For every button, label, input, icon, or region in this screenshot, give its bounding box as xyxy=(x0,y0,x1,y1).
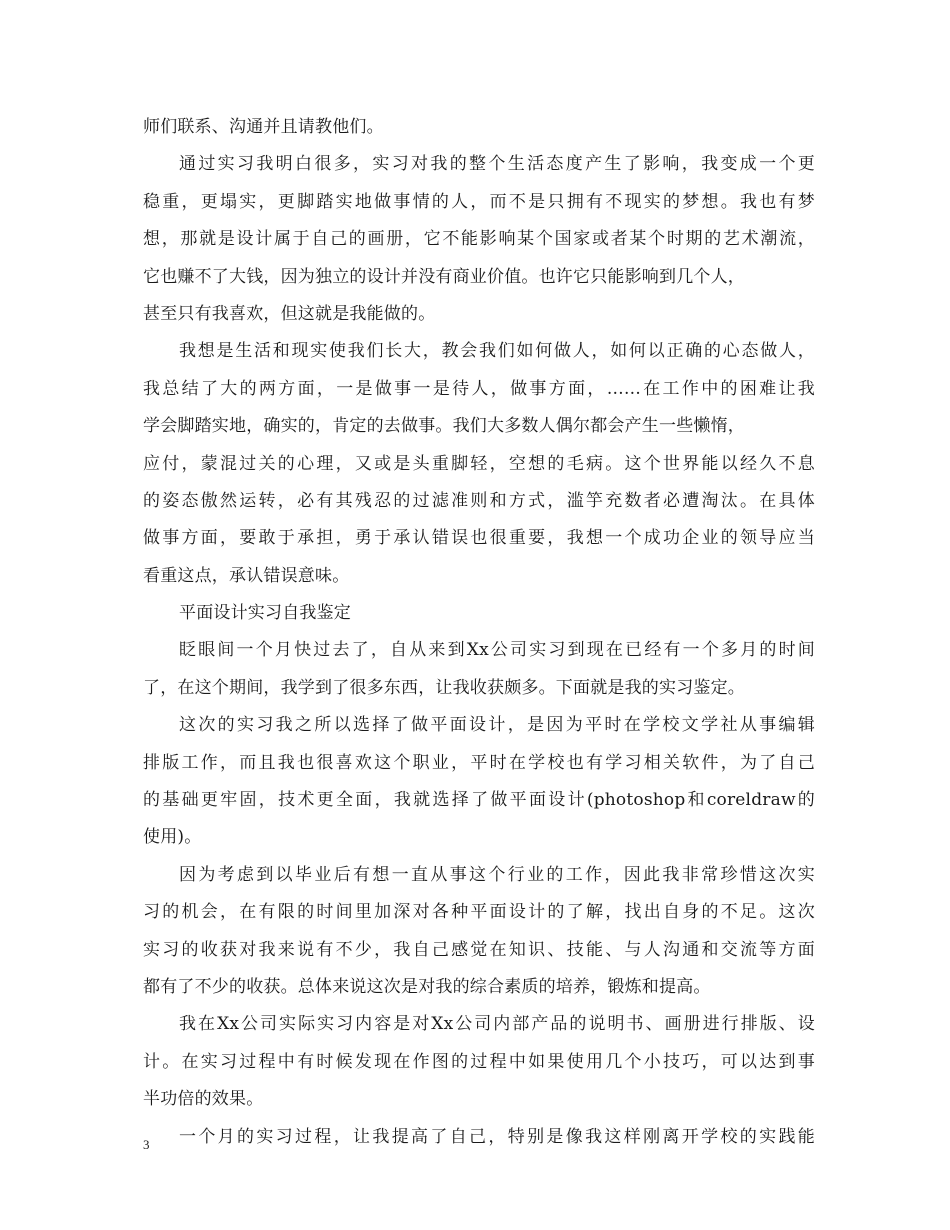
text-line: 计。在实习过程中有时候发现在作图的过程中如果使用几个小技巧，可以达到事 xyxy=(143,1051,815,1072)
text-line: 平面设计实习自我鉴定 xyxy=(179,603,351,624)
text-line: 师们联系、沟通并且请教他们。 xyxy=(143,117,384,137)
text-line: 看重这点，承认错误意味。 xyxy=(143,565,350,586)
page-number: 3 xyxy=(143,1137,150,1152)
text-line: 的姿态傲然运转，必有其残忍的过滤准则和方式，滥竽充数者必遭淘汰。在具体 xyxy=(143,490,815,511)
text-line: 我想是生活和现实使我们长大，教会我们如何做人，如何以正确的心态做人， xyxy=(179,341,815,362)
text-line: 应付，蒙混过关的心理，又或是头重脚轻，空想的毛病。这个世界能以经久不息 xyxy=(143,453,815,474)
text-line: 稳重，更塌实，更脚踏实地做事情的人，而不是只拥有不现实的梦想。我也有梦 xyxy=(143,191,815,212)
text-line: 我在Xx公司实际实习内容是对Xx公司内部产品的说明书、画册进行排版、设 xyxy=(179,1014,815,1035)
text-line: 排版工作，而且我也很喜欢这个职业，平时在学校也有学习相关软件，为了自己 xyxy=(143,752,815,773)
text-line: 想，那就是设计属于自己的画册，它不能影响某个国家或者某个时期的艺术潮流， xyxy=(143,229,815,250)
document-body xyxy=(143,109,815,1156)
text-line: 实习的收获对我来说有不少，我自己感觉在知识、技能、与人沟通和交流等方面 xyxy=(143,939,815,960)
text-line: 这次的实习我之所以选择了做平面设计，是因为平时在学校文学社从事编辑 xyxy=(179,715,815,736)
text-line: 它也赚不了大钱，因为独立的设计并没有商业价值。也许它只能影响到几个人， xyxy=(143,266,745,287)
text-line: 半功倍的效果。 xyxy=(143,1089,264,1110)
text-line: 我总结了大的两方面，一是做事一是待人，做事方面，……在工作中的困难让我 xyxy=(143,378,815,399)
text-line: 学会脚踏实地，确实的，肯定的去做事。我们大多数人偶尔都会产生一些懒惰， xyxy=(143,416,745,437)
text-line: 甚至只有我喜欢，但这就是我能做的。 xyxy=(143,303,436,324)
text-line: 习的机会，在有限的时间里加深对各种平面设计的了解，找出自身的不足。这次 xyxy=(143,902,815,923)
text-line: 通过实习我明白很多，实习对我的整个生活态度产生了影响，我变成一个更 xyxy=(179,154,815,175)
text-line: 的基础更牢固，技术更全面，我就选择了做平面设计(photoshop和coreldraw的 xyxy=(143,790,815,811)
text-line: 一个月的实习过程，让我提高了自己，特别是像我这样刚离开学校的实践能 xyxy=(179,1126,815,1147)
text-line: 因为考虑到以毕业后有想一直从事这个行业的工作，因此我非常珍惜这次实 xyxy=(179,864,815,885)
text-line: 眨眼间一个月快过去了，自从来到Xx公司实习到现在已经有一个多月的时间 xyxy=(179,640,815,661)
text-line: 使用)。 xyxy=(143,827,202,848)
text-line: 都有了不少的收获。总体来说这次是对我的综合素质的培养，锻炼和提高。 xyxy=(143,976,711,997)
text-line: 做事方面，要敢于承担，勇于承认错误也很重要，我想一个成功企业的领导应当 xyxy=(143,528,815,549)
text-line: 了，在这个期间，我学到了很多东西，让我收获颇多。下面就是我的实习鉴定。 xyxy=(143,677,745,698)
